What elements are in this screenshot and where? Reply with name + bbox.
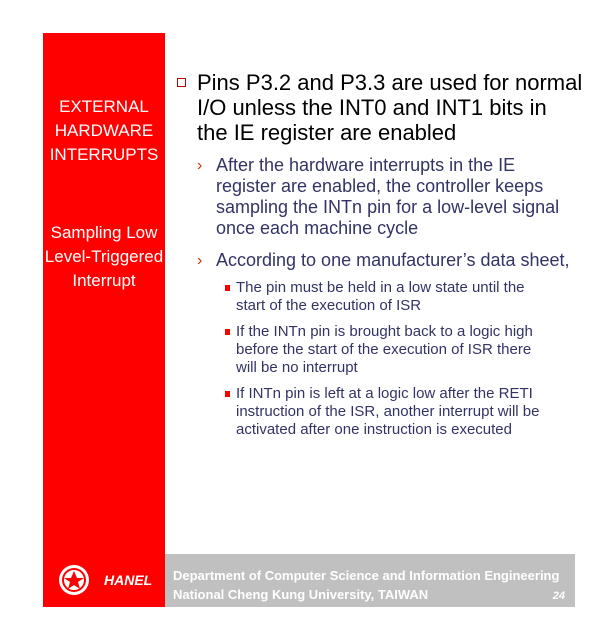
sidebar-subtitle xyxy=(43,221,165,293)
sub-bullet-datasheet xyxy=(175,250,575,271)
sub-bullet-line: After the hardware interrupts in the IE xyxy=(216,155,516,175)
sub-bullet-line: According to one manufacturer’s data sheet, xyxy=(216,250,570,270)
main-bullet-line: the IE register are enabled xyxy=(197,120,457,145)
main-bullet-line: I/O unless the INT0 and INT1 bits in xyxy=(197,95,547,120)
detail-item-line: activated after one instruction is executed xyxy=(236,421,512,438)
footer-logo-area xyxy=(43,554,165,607)
sub-bullet-hardware xyxy=(175,155,575,239)
square-bullet-icon xyxy=(177,78,186,87)
red-square-bullet-icon xyxy=(225,285,230,291)
sub-bullet-line: once each machine cycle xyxy=(216,218,419,238)
sidebar-title xyxy=(43,95,165,167)
red-square-bullet-icon xyxy=(225,391,230,397)
main-bullet xyxy=(175,70,583,145)
department-name: Department of Computer Science and Information Engineering xyxy=(173,568,560,583)
author-name: HANEL xyxy=(104,572,153,588)
sub-bullet-line: sampling the INTn pin for a low-level signal xyxy=(216,197,560,217)
footer xyxy=(43,554,575,607)
sidebar-subtitle-line: Level-Triggered xyxy=(44,247,164,266)
page-number: 24 xyxy=(552,590,565,602)
detail-item xyxy=(175,323,575,377)
detail-item xyxy=(175,385,575,439)
red-square-bullet-icon xyxy=(225,329,230,335)
detail-item-line: instruction of the ISR, another interrupt will be xyxy=(236,403,540,420)
arrow-bullet-icon: › xyxy=(197,252,203,269)
sub-bullet-line: register are enabled, the controller keeps xyxy=(216,176,544,196)
footer-info xyxy=(165,554,575,607)
sidebar-title-line: HARDWARE xyxy=(54,121,154,140)
university-seal-icon xyxy=(57,563,91,597)
arrow-bullet-icon: › xyxy=(197,157,203,174)
slide-content xyxy=(175,70,583,439)
sidebar-subtitle-line: Interrupt xyxy=(72,271,136,290)
sidebar-subtitle-line: Sampling Low xyxy=(50,223,158,242)
detail-item xyxy=(175,279,575,315)
detail-item-line: will be no interrupt xyxy=(236,359,358,376)
detail-item-line: start of the execution of ISR xyxy=(236,297,422,314)
detail-item-line: before the start of the execution of ISR there xyxy=(236,341,532,358)
sidebar xyxy=(43,33,165,554)
sidebar-title-line: EXTERNAL xyxy=(59,97,149,116)
detail-item-line: The pin must be held in a low state until the xyxy=(236,279,525,296)
detail-item-line: If the INTn pin is brought back to a logic high xyxy=(236,323,533,340)
main-bullet-line: Pins P3.2 and P3.3 are used for normal xyxy=(197,70,583,95)
university-name: National Cheng Kung University, TAIWAN xyxy=(173,587,429,602)
sidebar-title-line: INTERRUPTS xyxy=(49,145,159,164)
detail-item-line: If INTn pin is left at a logic low after the RETI xyxy=(236,385,533,402)
